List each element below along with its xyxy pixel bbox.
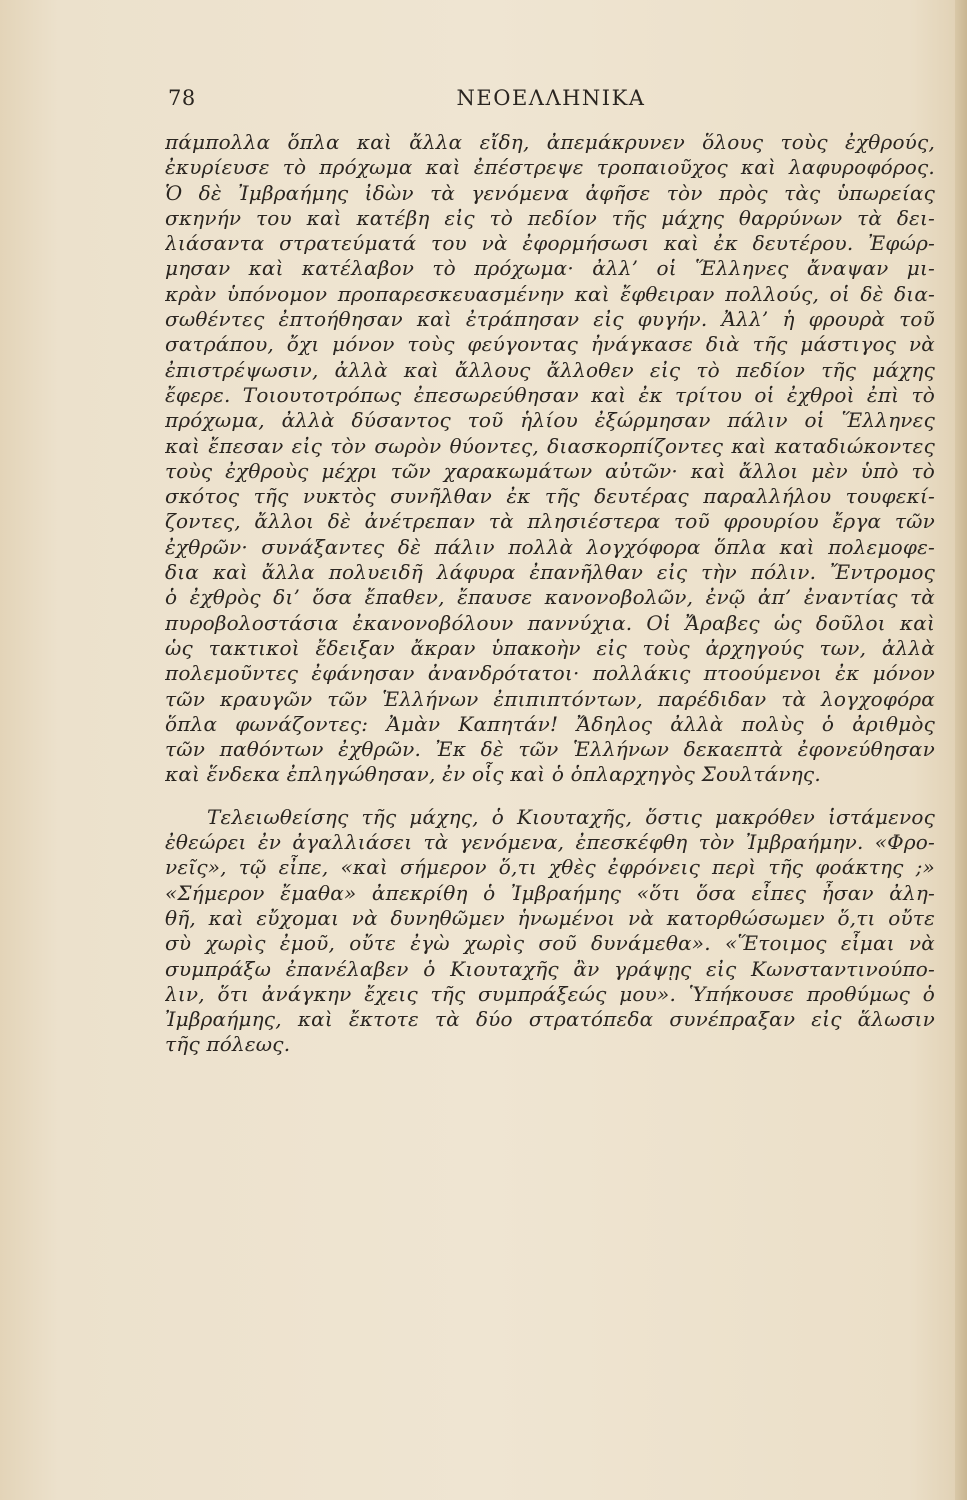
- paragraph-2: [165, 805, 935, 1058]
- page-edge: [955, 0, 967, 1500]
- text-line: μησαν καὶ κατέλαβον τὸ πρόχωμα· ἀλλ’ οἱ Ἕλληνες ἄναψαν μι-: [165, 256, 935, 281]
- text-line: ὅπλα φωνάζοντες: Ἀμὰν Καπητάν! Ἄδηλος ἀλλὰ πολὺς ὁ ἀριθμὸς: [165, 711, 935, 736]
- page-number: 78: [168, 86, 196, 110]
- text-line: καὶ ἕνδεκα ἐπληγώθησαν, ἐν οἷς καὶ ὁ ὁπλαρχηγὸς Σουλτάνης.: [165, 762, 821, 787]
- text-line: τοὺς ἐχθροὺς μέχρι τῶν χαρακωμάτων αὐτῶν· καὶ ἄλλοι μὲν ὑπὸ τὸ: [165, 458, 935, 483]
- text-line: ὡς τακτικοὶ ἔδειξαν ἄκραν ὑπακοὴν εἰς τοὺς ἀρχηγούς των, ἀλλὰ: [165, 635, 935, 660]
- text-line: θῆ, καὶ εὔχομαι νὰ δυνηθῶμεν ἡνωμένοι νὰ κατορθώσωμεν ὅ,τι οὔτε: [165, 905, 935, 930]
- text-line: σκότος τῆς νυκτὸς συνῆλθαν ἐκ τῆς δευτέρας παραλλήλου τουφεκί-: [165, 484, 935, 509]
- text-line: τῶν παθόντων ἐχθρῶν. Ἐκ δὲ τῶν Ἑλλήνων δεκαεπτὰ ἐφονεύθησαν: [165, 737, 935, 762]
- text-line: καὶ ἔπεσαν εἰς τὸν σωρὸν θύοντες, διασκορπίζοντες καὶ καταδιώκοντες: [165, 433, 935, 458]
- text-line: σὺ χωρὶς ἐμοῦ, οὔτε ἐγὼ χωρὶς σοῦ δυνάμεθα». «Ἕτοιμος εἶμαι νὰ: [165, 931, 935, 956]
- text-line: σκηνήν του καὶ κατέβη εἰς τὸ πεδίον τῆς μάχης θαρρύνων τὰ δει-: [165, 205, 935, 230]
- page-header: [168, 86, 934, 120]
- paragraph-1: [165, 130, 935, 788]
- text-line: συμπράξω ἐπανέλαβεν ὁ Κιουταχῆς ἂν γράψῃς εἰς Κωνσταντινούπο-: [165, 956, 935, 981]
- text-line: Ἰμβραήμης, καὶ ἔκτοτε τὰ δύο στρατόπεδα συνέπραξαν εἰς ἅλωσιν: [165, 1007, 935, 1032]
- text-line: τῆς πόλεως.: [165, 1032, 291, 1057]
- text-line: κρὰν ὑπόνομον προπαρεσκευασμένην καὶ ἔφθειραν πολλούς, οἱ δὲ δια-: [165, 281, 935, 306]
- text-line: τῶν κραυγῶν τῶν Ἑλλήνων ἐπιπιπτόντων, παρέδιδαν τὰ λογχοφόρα: [165, 686, 935, 711]
- text-line: ὁ ἐχθρὸς δι’ ὅσα ἔπαθεν, ἔπαυσε κανονοβολῶν, ἐνῷ ἀπ’ ἐναντίας τὰ: [165, 585, 935, 610]
- text-line: λιν, ὅτι ἀνάγκην ἔχεις τῆς συμπράξεώς μου». Ὑπήκουσε προθύμως ὁ: [165, 981, 935, 1006]
- text-line: πυροβολοστάσια ἐκανονοβόλουν παννύχια. Οἱ Ἄραβες ὡς δοῦλοι καὶ: [165, 610, 935, 635]
- text-line: ζοντες, ἄλλοι δὲ ἀνέτρεπαν τὰ πλησιέστερα τοῦ φρουρίου ἔργα τῶν: [165, 509, 935, 534]
- text-line: νεῖς», τῷ εἶπε, «καὶ σήμερον ὅ,τι χθὲς ἐφρόνεις περὶ τῆς φοάκτης ;»: [165, 855, 935, 880]
- text-line: πάμπολλα ὅπλα καὶ ἄλλα εἴδη, ἀπεμάκρυνεν ὅλους τοὺς ἐχθρούς,: [165, 130, 935, 154]
- page-body: [165, 130, 935, 1058]
- text-line: σατράπου, ὄχι μόνον τοὺς φεύγοντας ἠνάγκασε διὰ τῆς μάστιγος νὰ: [165, 332, 935, 357]
- text-line: ἐθεώρει ἐν ἀγαλλιάσει τὰ γενόμενα, ἐπεσκέφθη τὸν Ἰμβραήμην. «Φρο-: [165, 830, 935, 855]
- text-line: πολεμοῦντες ἐφάνησαν ἀνανδρότατοι· πολλάκις πτοούμενοι ἐκ μόνον: [165, 661, 935, 686]
- running-head: ΝΕΟΕΛΛΗΝΙΚΑ: [456, 86, 646, 110]
- text-line: σωθέντες ἐπτοήθησαν καὶ ἐτράπησαν εἰς φυγήν. Ἀλλ’ ἡ φρουρὰ τοῦ: [165, 307, 935, 332]
- text-line: ἐπιστρέψωσιν, ἀλλὰ καὶ ἄλλους ἄλλοθεν εἰς τὸ πεδίον τῆς μάχης: [165, 357, 935, 382]
- text-line: πρόχωμα, ἀλλὰ δύσαντος τοῦ ἡλίου ἐξώρμησαν πάλιν οἱ Ἕλληνες: [165, 408, 935, 433]
- text-line: ἔφερε. Τοιουτοτρόπως ἐπεσωρεύθησαν καὶ ἐκ τρίτου οἱ ἐχθροὶ ἐπὶ τὸ: [165, 382, 935, 407]
- text-line: δια καὶ ἄλλα πολυειδῆ λάφυρα ἐπανῆλθαν εἰς τὴν πόλιν. Ἔντρομος: [165, 560, 935, 585]
- text-line: ἐχθρῶν· συνάξαντες δὲ πάλιν πολλὰ λογχόφορα ὅπλα καὶ πολεμοφε-: [165, 534, 935, 559]
- text-line: Τελειωθείσης τῆς μάχης, ὁ Κιουταχῆς, ὅστις μακρόθεν ἱστάμενος: [207, 804, 935, 829]
- text-line: λιάσαντα στρατεύματά του νὰ ἐφορμήσωσι καὶ ἐκ δευτέρου. Ἐφώρ-: [165, 231, 935, 256]
- text-line: Ὁ δὲ Ἰμβραήμης ἰδὼν τὰ γενόμενα ἀφῆσε τὸν πρὸς τὰς ὑπωρείας: [165, 180, 935, 205]
- text-line: «Σήμερον ἔμαθα» ἀπεκρίθη ὁ Ἰμβραήμης «ὅτι ὅσα εἶπες ἦσαν ἀλη-: [165, 880, 935, 905]
- text-line: ἐκυρίευσε τὸ πρόχωμα καὶ ἐπέστρεψε τροπαιοῦχος καὶ λαφυροφόρος.: [165, 155, 935, 180]
